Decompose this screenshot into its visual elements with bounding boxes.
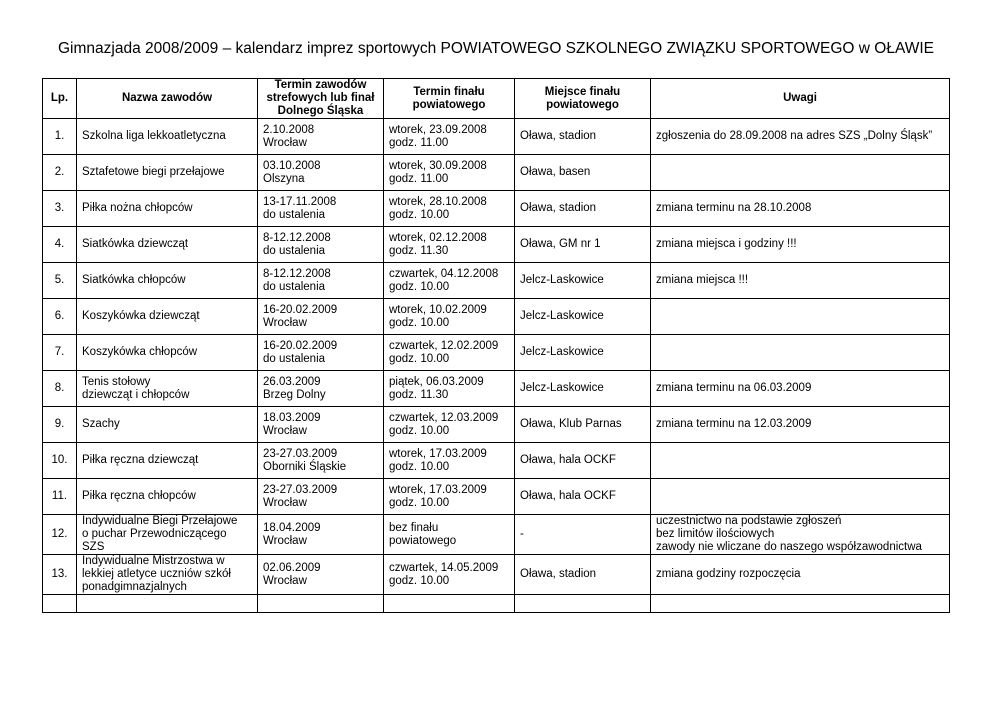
cell-notes	[651, 515, 950, 555]
cell-lp: 11.	[43, 479, 77, 515]
final-line: godz. 10.00	[389, 208, 450, 221]
final-line: godz. 11.00	[389, 136, 449, 149]
table-row	[43, 263, 950, 299]
table-row	[43, 479, 950, 515]
final-line: godz. 10.00	[389, 424, 450, 437]
name-line: Szkolna liga lekkoatletyczna	[82, 130, 226, 142]
zone-line: do ustalenia	[263, 352, 326, 365]
empty-cell	[651, 595, 950, 613]
zone-line: 23-27.03.2009	[263, 447, 338, 460]
cell-name	[77, 155, 258, 191]
final-line: wtorek, 23.09.2008	[389, 123, 487, 136]
zone-line: 18.03.2009	[263, 411, 321, 424]
cell-lp: 9.	[43, 407, 77, 443]
zone-line: 03.10.2008	[263, 159, 321, 172]
table-row	[43, 191, 950, 227]
notes-line: zmiana terminu na 12.03.2009	[656, 418, 812, 430]
final-line: czwartek, 12.03.2009	[389, 411, 499, 424]
header-name: Nazwa zawodów	[77, 79, 258, 119]
zone-line: Wrocław	[263, 534, 307, 547]
name-line: Piłka nożna chłopców	[82, 202, 193, 214]
empty-cell	[384, 595, 515, 613]
cell-place: Oława, Klub Parnas	[515, 407, 651, 443]
name-line: Sztafetowe biegi przełajowe	[82, 166, 225, 178]
cell-name	[77, 299, 258, 335]
cell-notes	[651, 407, 950, 443]
final-line: godz. 11.00	[389, 172, 449, 185]
table-row	[43, 155, 950, 191]
cell-zone	[258, 263, 384, 299]
zone-line: do ustalenia	[263, 244, 326, 257]
cell-lp: 12.	[43, 515, 77, 555]
name-line: Szachy	[82, 418, 120, 430]
final-line: wtorek, 02.12.2008	[389, 231, 487, 244]
table-row	[43, 443, 950, 479]
final-line: powiatowego	[389, 534, 457, 547]
notes-line: zmiana miejsca i godziny !!!	[656, 238, 797, 250]
table-row	[43, 227, 950, 263]
empty-cell	[515, 595, 651, 613]
cell-name	[77, 371, 258, 407]
header-place: Miejsce finału powiatowego	[515, 79, 651, 119]
cell-notes	[651, 371, 950, 407]
table-row	[43, 371, 950, 407]
cell-notes	[651, 443, 950, 479]
cell-notes	[651, 335, 950, 371]
cell-final	[384, 227, 515, 263]
zone-line: 18.04.2009	[263, 521, 321, 534]
cell-notes	[651, 263, 950, 299]
name-line: Siatkówka chłopców	[82, 274, 186, 286]
final-line: godz. 11.30	[389, 388, 449, 401]
cell-name	[77, 555, 258, 595]
final-line: wtorek, 17.03.2009	[389, 447, 487, 460]
cell-place: Oława, stadion	[515, 555, 651, 595]
final-line: godz. 10.00	[389, 496, 450, 509]
final-line: czwartek, 04.12.2008	[389, 267, 499, 280]
table-row-empty	[43, 595, 950, 613]
cell-lp: 10.	[43, 443, 77, 479]
cell-name	[77, 443, 258, 479]
header-final: Termin finału powiatowego	[384, 79, 515, 119]
cell-name	[77, 191, 258, 227]
zone-line: Wrocław	[263, 574, 307, 587]
zone-line: Oborniki Śląskie	[263, 460, 347, 473]
final-line: godz. 11.30	[389, 244, 449, 257]
empty-cell	[43, 595, 77, 613]
cell-name	[77, 263, 258, 299]
cell-lp: 5.	[43, 263, 77, 299]
final-line: wtorek, 28.10.2008	[389, 195, 487, 208]
notes-line: zmiana terminu na 06.03.2009	[656, 382, 812, 394]
cell-final	[384, 119, 515, 155]
name-line: Indywidualne Mistrzostwa w	[82, 555, 225, 567]
cell-place: Jelcz-Laskowice	[515, 299, 651, 335]
cell-place: Oława, basen	[515, 155, 651, 191]
cell-zone	[258, 299, 384, 335]
notes-line: zmiana godziny rozpoczęcia	[656, 568, 801, 580]
zone-line: 23-27.03.2009	[263, 483, 338, 496]
final-line: wtorek, 17.03.2009	[389, 483, 487, 496]
cell-place: Oława, hala OCKF	[515, 479, 651, 515]
final-line: godz. 10.00	[389, 460, 450, 473]
cell-final	[384, 443, 515, 479]
cell-notes	[651, 191, 950, 227]
cell-lp: 8.	[43, 371, 77, 407]
cell-zone	[258, 515, 384, 555]
header-lp: Lp.	[43, 79, 77, 119]
zone-line: Olszyna	[263, 172, 305, 185]
table-row	[43, 555, 950, 595]
zone-line: Wrocław	[263, 136, 307, 149]
cell-notes	[651, 155, 950, 191]
cell-place: Oława, stadion	[515, 191, 651, 227]
zone-line: do ustalenia	[263, 208, 326, 221]
cell-final	[384, 407, 515, 443]
zone-line: 16-20.02.2009	[263, 339, 338, 352]
notes-line: zawody nie wliczane do naszego współzawodnictwa	[656, 541, 922, 553]
notes-line: zmiana miejsca !!!	[656, 274, 749, 286]
cell-final	[384, 191, 515, 227]
cell-place: Oława, stadion	[515, 119, 651, 155]
cell-zone	[258, 443, 384, 479]
cell-final	[384, 263, 515, 299]
cell-name	[77, 479, 258, 515]
header-zone: Termin zawodów strefowych lub finał Dolnego Śląska	[258, 79, 384, 119]
table-row	[43, 335, 950, 371]
cell-lp: 3.	[43, 191, 77, 227]
cell-place: -	[515, 515, 651, 555]
zone-line: Wrocław	[263, 424, 307, 437]
cell-name	[77, 515, 258, 555]
cell-zone	[258, 479, 384, 515]
notes-line: zmiana terminu na 28.10.2008	[656, 202, 812, 214]
cell-lp: 1.	[43, 119, 77, 155]
cell-place: Jelcz-Laskowice	[515, 335, 651, 371]
zone-line: 13-17.11.2008	[263, 195, 337, 208]
name-line: Piłka ręczna dziewcząt	[82, 454, 199, 466]
empty-cell	[77, 595, 258, 613]
cell-place: Oława, GM nr 1	[515, 227, 651, 263]
zone-line: 26.03.2009	[263, 375, 321, 388]
cell-zone	[258, 407, 384, 443]
cell-zone	[258, 119, 384, 155]
cell-notes	[651, 299, 950, 335]
name-line: ponadgimnazjalnych	[82, 581, 187, 593]
cell-name	[77, 407, 258, 443]
notes-line: uczestnictwo na podstawie zgłoszeń	[656, 515, 842, 527]
cell-name	[77, 227, 258, 263]
cell-lp: 6.	[43, 299, 77, 335]
cell-notes	[651, 227, 950, 263]
table-row	[43, 407, 950, 443]
final-line: wtorek, 30.09.2008	[389, 159, 487, 172]
cell-lp: 4.	[43, 227, 77, 263]
cell-final	[384, 479, 515, 515]
zone-line: do ustalenia	[263, 280, 326, 293]
notes-line: bez limitów ilościowych	[656, 528, 775, 540]
name-line: Koszykówka chłopców	[82, 346, 198, 358]
name-line: Piłka ręczna chłopców	[82, 490, 196, 502]
final-line: godz. 10.00	[389, 316, 450, 329]
page-title: Gimnazjada 2008/2009 – kalendarz imprez sportowych POWIATOWEGO SZKOLNEGO ZWIĄZKU SPORTOWEGO w OŁAWIE	[57, 40, 934, 57]
cell-name	[77, 119, 258, 155]
name-line: Siatkówka dziewcząt	[82, 238, 189, 250]
cell-final	[384, 155, 515, 191]
cell-place: Jelcz-Laskowice	[515, 263, 651, 299]
name-line: Tenis stołowy	[82, 375, 151, 388]
table-row	[43, 119, 950, 155]
cell-zone	[258, 555, 384, 595]
cell-name	[77, 335, 258, 371]
name-line: Koszykówka dziewcząt	[82, 310, 200, 322]
cell-place: Jelcz-Laskowice	[515, 371, 651, 407]
cell-final	[384, 515, 515, 555]
final-line: godz. 10.00	[389, 574, 450, 587]
zone-line: Wrocław	[263, 496, 307, 509]
zone-line: 8-12.12.2008	[263, 231, 331, 244]
zone-line: 02.06.2009	[263, 561, 321, 574]
zone-line: 2.10.2008	[263, 123, 315, 136]
name-line: dziewcząt i chłopców	[82, 388, 190, 401]
cell-final	[384, 371, 515, 407]
cell-lp: 2.	[43, 155, 77, 191]
cell-notes	[651, 119, 950, 155]
cell-zone	[258, 155, 384, 191]
final-line: czwartek, 12.02.2009	[389, 339, 499, 352]
cell-zone	[258, 371, 384, 407]
cell-final	[384, 555, 515, 595]
cell-place: Oława, hala OCKF	[515, 443, 651, 479]
cell-notes	[651, 555, 950, 595]
cell-final	[384, 335, 515, 371]
final-line: czwartek, 14.05.2009	[389, 561, 499, 574]
name-line: o puchar Przewodniczącego	[82, 528, 227, 540]
name-line: SZS	[82, 541, 105, 553]
final-line: godz. 10.00	[389, 280, 450, 293]
cell-zone	[258, 227, 384, 263]
final-line: bez finału	[389, 521, 439, 534]
table-row	[43, 515, 950, 555]
zone-line: 8-12.12.2008	[263, 267, 331, 280]
final-line: piątek, 06.03.2009	[389, 375, 484, 388]
name-line: Indywidualne Biegi Przełajowe	[82, 515, 238, 527]
name-line: lekkiej atletyce uczniów szkół	[82, 568, 231, 580]
cell-zone	[258, 335, 384, 371]
cell-lp: 7.	[43, 335, 77, 371]
cell-final	[384, 299, 515, 335]
final-line: godz. 10.00	[389, 352, 450, 365]
header-notes: Uwagi	[651, 79, 950, 119]
cell-notes	[651, 479, 950, 515]
cell-zone	[258, 191, 384, 227]
events-table	[42, 78, 950, 613]
header-row	[43, 79, 950, 119]
table-row	[43, 299, 950, 335]
cell-lp: 13.	[43, 555, 77, 595]
zone-line: 16-20.02.2009	[263, 303, 338, 316]
zone-line: Wrocław	[263, 316, 307, 329]
final-line: wtorek, 10.02.2009	[389, 303, 487, 316]
empty-cell	[258, 595, 384, 613]
notes-line: zgłoszenia do 28.09.2008 na adres SZS „Dolny Śląsk”	[656, 130, 933, 142]
zone-line: Brzeg Dolny	[263, 388, 326, 401]
